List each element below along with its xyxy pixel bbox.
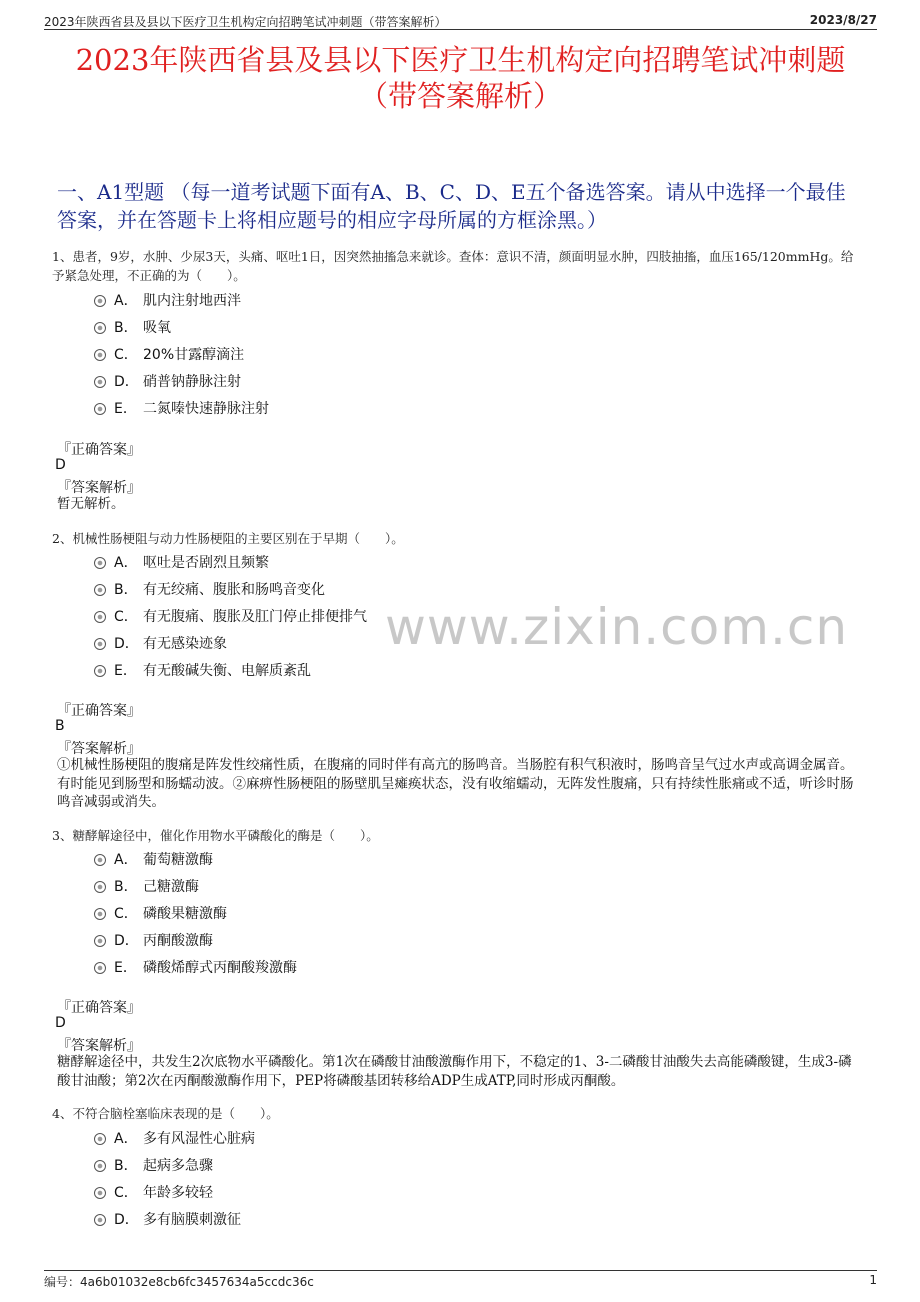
radio-icon[interactable] — [94, 962, 106, 974]
question-3-stem: 3、糖酵解途径中，催化作用物水平磷酸化的酶是（ ）。 — [52, 828, 379, 843]
radio-icon[interactable] — [94, 1187, 106, 1199]
question-3-analysis: 糖酵解途径中，共发生2次底物水平磷酸化。第1次在磷酸甘油酸激酶作用下，不稳定的1、3-二磷酸甘油酸失去高能磷酸键，生成3-磷酸甘油酸；第2次在丙酮酸激酶作用下，PEP将磷酸基团转移给ADP生成ATP,同时形成丙酮酸。 — [57, 1054, 852, 1089]
question-3-answer: D — [55, 1015, 66, 1031]
document-code: 编号：4a6b01032e8cb6fc3457634a5ccdc36c — [44, 1275, 314, 1289]
page-footer — [44, 1270, 877, 1287]
radio-icon[interactable] — [94, 557, 106, 569]
radio-icon[interactable] — [94, 1214, 106, 1226]
radio-icon[interactable] — [94, 295, 106, 307]
analysis-label: 『答案解析』 — [57, 1038, 141, 1054]
header-date: 2023/8/27 — [809, 13, 877, 27]
radio-icon[interactable] — [94, 403, 106, 415]
correct-answer-label: 『正确答案』 — [57, 703, 141, 719]
question-2-stem: 2、机械性肠梗阻与动力性肠梗阻的主要区别在于早期（ ）。 — [52, 531, 404, 546]
correct-answer-label: 『正确答案』 — [57, 1000, 141, 1016]
radio-icon[interactable] — [94, 349, 106, 361]
radio-icon[interactable] — [94, 376, 106, 388]
radio-icon[interactable] — [94, 638, 106, 650]
radio-icon[interactable] — [94, 584, 106, 596]
radio-icon[interactable] — [94, 881, 106, 893]
question-2-analysis: ①机械性肠梗阻的腹痛是阵发性绞痛性质，在腹痛的同时伴有高亢的肠鸣音。当肠腔有积气积液时，肠鸣音呈气过水声或高调金属音。有时能见到肠型和肠蠕动波。②麻痹性肠梗阻的肠壁肌呈瘫痪状态，没有收缩蠕动，无阵发性腹痛，只有持续性胀痛或不适，听诊时肠鸣音减弱或消失。 — [57, 757, 854, 810]
section-heading: 一、A1型题 （每一道考试题下面有A、B、C、D、E五个备选答案。请从中选择一个最佳答案，并在答题卡上将相应题号的相应字母所属的方框涂黑。） — [57, 180, 846, 232]
question-1-answer: D — [55, 457, 66, 473]
question-1-analysis: 暂无解析。 — [57, 496, 125, 512]
radio-icon[interactable] — [94, 611, 106, 623]
radio-icon[interactable] — [94, 665, 106, 677]
analysis-label: 『答案解析』 — [57, 741, 141, 757]
radio-icon[interactable] — [94, 854, 106, 866]
radio-icon[interactable] — [94, 1160, 106, 1172]
title-line-1: 2023年陕西省县及县以下医疗卫生机构定向招聘笔试冲刺题 — [75, 43, 846, 77]
page-header — [44, 12, 877, 30]
question-1-stem: 1、患者，9岁，水肿、少尿3天，头痛、呕吐1日，因突然抽搐急来就诊。查体：意识不清，颜面明显水肿，四肢抽搐，血压165/120mmHg。给予紧急处理，不正确的为（ ）。 — [52, 249, 854, 283]
correct-answer-label: 『正确答案』 — [57, 442, 141, 458]
analysis-label: 『答案解析』 — [57, 480, 141, 496]
header-doc-title: 2023年陕西省县及县以下医疗卫生机构定向招聘笔试冲刺题（带答案解析） — [44, 15, 447, 29]
page-title — [44, 42, 877, 114]
radio-icon[interactable] — [94, 908, 106, 920]
page-number: 1 — [869, 1273, 877, 1287]
question-4-stem: 4、不符合脑栓塞临床表现的是（ ）。 — [52, 1106, 279, 1121]
radio-icon[interactable] — [94, 1133, 106, 1145]
question-2-answer: B — [55, 718, 65, 734]
radio-icon[interactable] — [94, 935, 106, 947]
radio-icon[interactable] — [94, 322, 106, 334]
title-line-2: （带答案解析） — [358, 79, 562, 113]
watermark: www.zixin.com.cn — [385, 598, 849, 656]
